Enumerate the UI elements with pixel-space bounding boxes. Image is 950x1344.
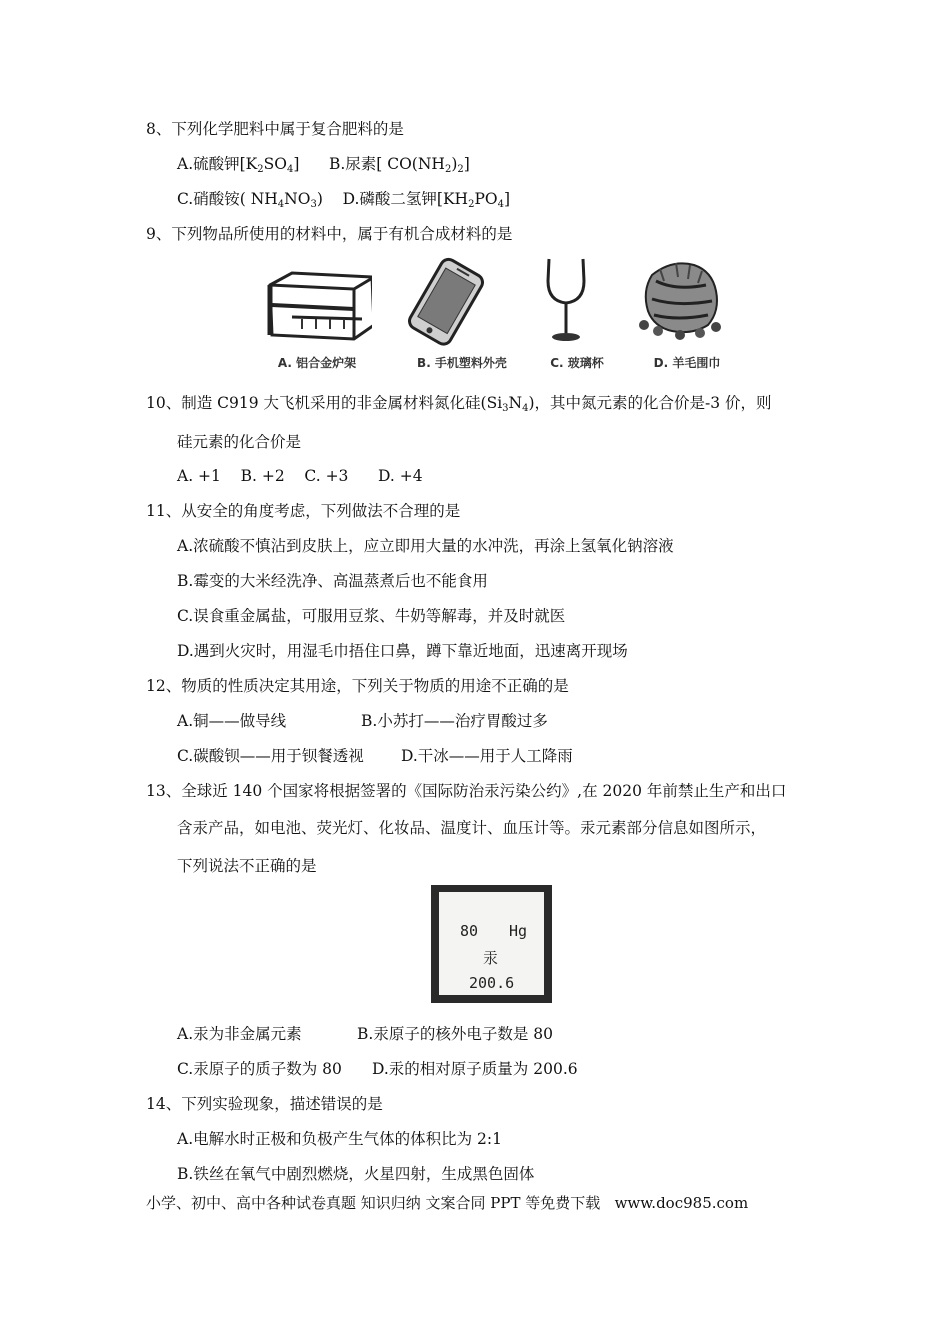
phone-icon: [407, 255, 517, 355]
q11-option-a: A.浓硫酸不慎沾到皮肤上，应立即用大量的水冲洗，再涂上氢氧化钠溶液: [177, 537, 674, 555]
q14-option-a: A.电解水时正极和负极产生气体的体积比为 2:1: [177, 1130, 502, 1148]
figure-a-caption: A. 铝合金炉架: [277, 356, 357, 370]
question-9-figures: [262, 255, 732, 375]
figure-a: [262, 255, 372, 375]
question-13-stem-line3: 下列说法不正确的是: [177, 857, 317, 875]
q8-option-d: D.磷酸二氢钾$[KH_2PO_4]$: [342, 190, 511, 210]
q8-option-b: B.尿素[ $CO(NH_2)_2$]: [328, 155, 470, 175]
q12-option-b: B.小苏打——治疗胃酸过多: [361, 712, 548, 730]
figure-b: [407, 255, 517, 375]
page-footer: 小学、初中、高中各种试卷真题 知识归纳 文案合同 PPT 等免费下载 www.doc985.com: [146, 1194, 749, 1212]
question-10-stem: 10、制造 C919 大飞机采用的非金属材料氮化硅$(Si_3N_4)$，其中氮元素的化合价是-3 价，则: [146, 394, 772, 414]
figure-d: [632, 255, 742, 375]
question-10-options: A. +1 B. +2 C. +3 D. +4: [177, 467, 423, 485]
atomic-number: 80: [460, 922, 479, 940]
q13-option-c: C.汞原子的质子数为 80: [177, 1060, 342, 1078]
q8-option-c: C.硝酸铵( $NH_4NO_3$): [177, 190, 323, 210]
stove-rack-icon: [262, 255, 372, 355]
element-name: 汞: [483, 949, 499, 967]
wine-glass-icon: [522, 255, 632, 355]
element-symbol: Hg: [509, 922, 528, 940]
question-8-options-row1: [177, 154, 470, 174]
question-10-stem-line2: 硅元素的化合价是: [177, 433, 302, 451]
question-11-stem: 11、从安全的角度考虑，下列做法不合理的是: [146, 502, 461, 520]
q11-option-d: D.遇到火灾时，用湿毛巾捂住口鼻，蹲下靠近地面，迅速离开现场: [177, 642, 628, 660]
figure-c-caption: C. 玻璃杯: [550, 356, 604, 370]
figure-c: [522, 255, 632, 375]
scarf-icon: [632, 255, 742, 355]
element-card-mercury: [431, 885, 552, 1003]
question-13-stem-line2: 含汞产品，如电池、荧光灯、化妆品、温度计、血压计等。汞元素部分信息如图所示，: [177, 819, 767, 837]
q11-option-b: B.霉变的大米经洗净、高温蒸煮后也不能食用: [177, 572, 488, 590]
question-8-options-row2: [177, 189, 510, 209]
question-8-stem: 8、下列化学肥料中属于复合肥料的是: [146, 120, 404, 138]
q13-option-a: A.汞为非金属元素: [177, 1025, 302, 1043]
figure-d-caption: D. 羊毛围巾: [653, 356, 721, 370]
q12-option-c: C.碳酸钡——用于钡餐透视: [177, 747, 364, 765]
q14-option-b: B.铁丝在氧气中剧烈燃烧，火星四射，生成黑色固体: [177, 1165, 535, 1183]
question-12-stem: 12、物质的性质决定其用途，下列关于物质的用途不正确的是: [146, 677, 569, 695]
q8-option-a: A.硫酸钾$[K_2SO_4]$: [177, 155, 300, 175]
question-9-stem: 9、下列物品所使用的材料中，属于有机合成材料的是: [146, 225, 513, 243]
q13-option-d: D.汞的相对原子质量为 200.6: [372, 1060, 578, 1078]
q13-option-b: B.汞原子的核外电子数是 80: [357, 1025, 553, 1043]
q12-option-d: D.干冰——用于人工降雨: [401, 747, 573, 765]
q12-option-a: A.铜——做导线: [177, 712, 287, 730]
question-13-stem: 13、全球近 140 个国家将根据签署的《国际防治汞污染公约》,在 2020 年前禁止生产和出口: [146, 782, 787, 800]
atomic-mass: 200.6: [469, 974, 515, 992]
q11-option-c: C.误食重金属盐，可服用豆浆、牛奶等解毒，并及时就医: [177, 607, 566, 625]
question-14-stem: 14、下列实验现象，描述错误的是: [146, 1095, 383, 1113]
figure-b-caption: B. 手机塑料外壳: [417, 356, 507, 370]
